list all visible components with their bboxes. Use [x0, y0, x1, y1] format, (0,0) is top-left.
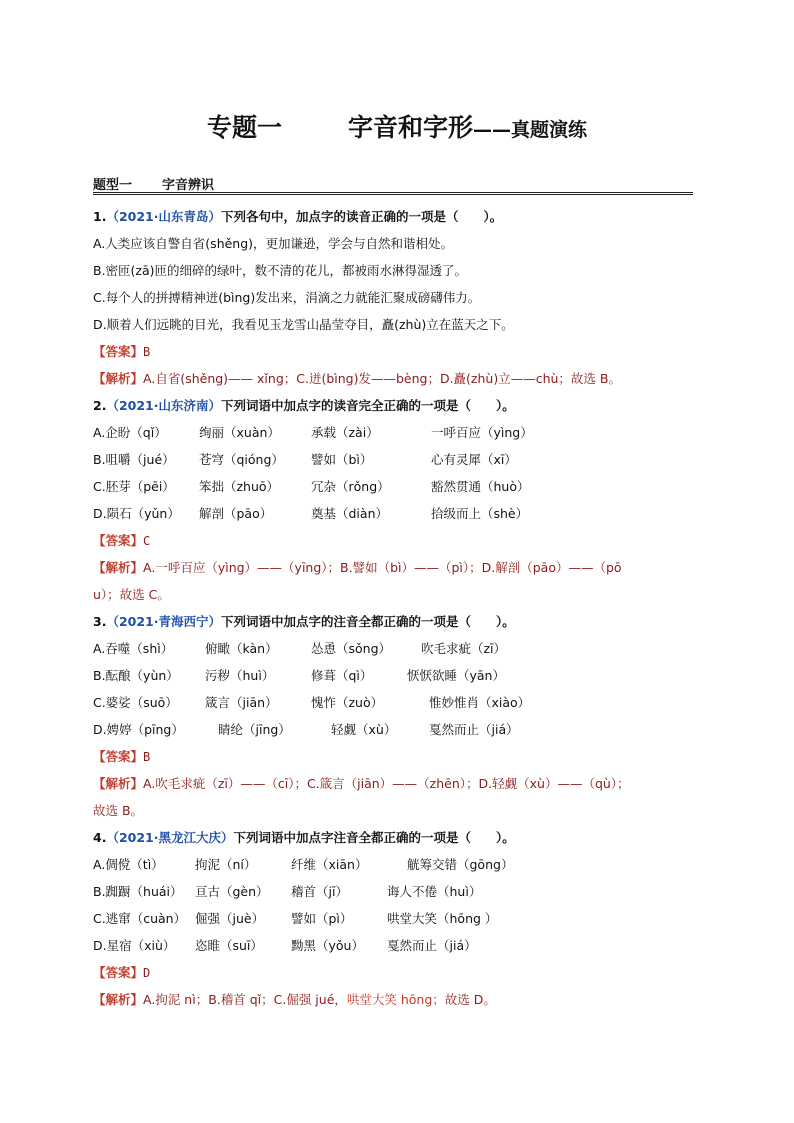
- question-1-answer: 【答案】B: [93, 344, 151, 359]
- question-4-option-d: D.星宿（xiù） 恣睢（suī） 黝黑（yǒu） 戛然而止（jiá）: [93, 938, 477, 953]
- question-3-analysis-cont: 故选 B。: [93, 803, 144, 818]
- question-list: [93, 203, 703, 1013]
- question-4-option-b: B.踟蹰（huái） 亘古（gèn） 稽首（jī） 诲人不倦（huì）: [93, 884, 482, 899]
- question-4-source: （2021·黑龙江大庆）: [106, 830, 234, 845]
- question-1-option-b: B.密匝(zā)匝的细碎的绿叶，数不清的花儿，都被雨水淋得湿透了。: [93, 263, 468, 278]
- question-3-stem: 3.（2021·青海西宁）下列词语中加点字的注音全都正确的一项是（ ）。: [93, 614, 515, 629]
- question-3-option-c: C.婆娑（suō） 箴言（jiān） 愧怍（zuò） 惟妙惟肖（xiào）: [93, 695, 531, 710]
- section-heading: [93, 174, 693, 195]
- question-1-option-d: D.顺着人们远眺的目光，我看见玉龙雪山晶莹夺目，矗(zhù)立在蓝天之下。: [93, 317, 514, 332]
- question-1-option-c: C.每个人的拼搏精神迸(bìng)发出来，涓滴之力就能汇聚成磅礴伟力。: [93, 290, 481, 305]
- question-2-analysis-cont: u）；故选 C。: [93, 587, 170, 602]
- section-name: 字音辨识: [162, 178, 215, 193]
- question-3-answer: 【答案】B: [93, 749, 151, 764]
- question-2-option-c: C.胚芽（pēi） 笨拙（zhuō） 冗杂（rǒng） 豁然贯通（huò）: [93, 479, 530, 494]
- question-4-option-a: A.倜傥（tì） 拘泥（ní） 纤维（xiān） 觥筹交错（gōng）: [93, 857, 514, 872]
- question-4-answer: 【答案】D: [93, 965, 151, 980]
- page-title: [0, 108, 794, 144]
- title-part1: 专题一: [206, 113, 282, 142]
- question-3-option-d: D.娉婷（pīng） 睛纶（jīng） 轻觑（xù） 戛然而止（jiá）: [93, 722, 519, 737]
- question-1-stem: 1.（2021·山东青岛）下列各句中，加点字的读音正确的一项是（ ）。: [93, 209, 503, 224]
- question-3-option-b: B.酝酿（yùn） 污秽（huì） 修葺（qì） 恹恹欲睡（yān）: [93, 668, 505, 683]
- question-4-option-c: C.逃窜（cuàn） 倔强（juè） 譬如（pì） 哄堂大笑（hōng ）: [93, 911, 498, 926]
- question-2-option-b: B.咀嚼（jué） 苍穹（qióng） 譬如（bì） 心有灵犀（xī）: [93, 452, 517, 467]
- question-2-answer: 【答案】C: [93, 533, 151, 548]
- question-4-stem: 4.（2021·黑龙江大庆）下列词语中加点字注音全都正确的一项是（ ）。: [93, 830, 515, 845]
- question-2-stem: 2.（2021·山东济南）下列词语中加点字的读音完全正确的一项是（ ）。: [93, 398, 515, 413]
- question-2-source: （2021·山东济南）: [106, 398, 221, 413]
- question-3-source: （2021·青海西宁）: [106, 614, 221, 629]
- question-1-analysis: 【解析】A.自省(shěng)—— xǐng；C.迸(bìng)发——bèng；D.矗(zhù)立——chù；故选 B。: [93, 371, 621, 386]
- question-1-option-a: A.人类应该自警自省(shěng)，更加谦逊，学会与自然和谐相处。: [93, 236, 454, 251]
- question-3-analysis: 【解析】A.吹毛求疵（zī）——（cī）；C.箴言（jiān）——（zhēn）；D.轻觑（xù）——（qù）；: [93, 776, 630, 791]
- question-2-option-d: D.陨石（yǔn） 解剖（pāo） 奠基（diàn） 拾级而上（shè）: [93, 506, 529, 521]
- question-2-option-a: A.企盼（qǐ） 绚丽（xuàn） 承载（zài） 一呼百应（yìng）: [93, 425, 533, 440]
- title-part2: 字音和字形: [347, 113, 473, 142]
- question-1-source: （2021·山东青岛）: [106, 209, 221, 224]
- section-type: 题型一: [93, 178, 133, 193]
- question-3-option-a: A.吞噬（shì） 俯瞰（kàn） 怂恿（sǒng） 吹毛求疵（zī）: [93, 641, 507, 656]
- question-2-analysis: 【解析】A.一呼百应（yìng）——（yīng）；B.譬如（bì）——（pì）；D.解剖（pāo）——（pō: [93, 560, 622, 575]
- question-4-analysis: 【解析】A.拘泥 nì；B.稽首 qǐ；C.倔强 jué，哄堂大笑 hōng；故选 D。: [93, 992, 496, 1007]
- title-part3: ——真题演练: [473, 119, 588, 141]
